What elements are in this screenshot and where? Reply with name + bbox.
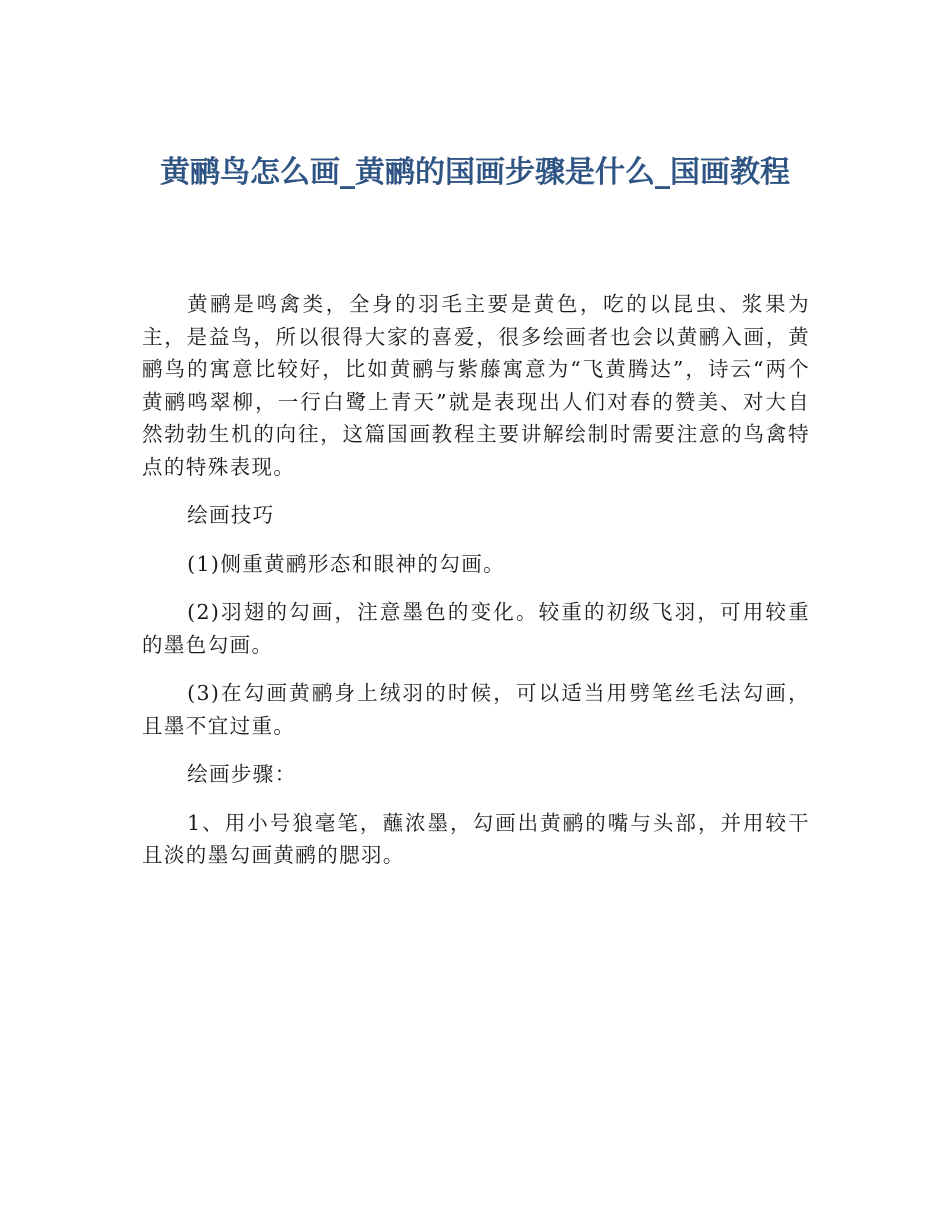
document-body — [142, 288, 810, 888]
step-item-1: 1、用小号狼毫笔，蘸浓墨，勾画出黄鹂的嘴与头部，并用较干且淡的墨勾画黄鹂的腮羽。 — [142, 810, 810, 867]
technique-item-2: (2)羽翅的勾画，注意墨色的变化。较重的初级飞羽，可用较重的墨色勾画。 — [142, 600, 810, 657]
technique-item-3: (3)在勾画黄鹂身上绒羽的时候，可以适当用劈笔丝毛法勾画，且墨不宜过重。 — [142, 681, 810, 738]
section-heading-steps: 绘画步骤： — [187, 762, 297, 786]
intro-paragraph: 黄鹂是鸣禽类，全身的羽毛主要是黄色，吃的以昆虫、浆果为主，是益鸟，所以很得大家的喜爱，很多绘画者也会以黄鹂入画，黄鹂鸟的寓意比较好，比如黄鹂与紫藤寓意为“飞黄腾达”，诗云“两个黄鹂鸣翠柳，一行白鹭上青天”就是表现出人们对春的赞美、对大自然勃勃生机的向往，这篇国画教程主要讲解绘制时需要注意的鸟禽特点的特殊表现。 — [142, 292, 810, 479]
technique-item-1: (1)侧重黄鹂形态和眼神的勾画。 — [187, 551, 506, 576]
section-heading-techniques: 绘画技巧 — [187, 503, 275, 527]
document-title: 黄鹂鸟怎么画_黄鹂的国画步骤是什么_国画教程 — [160, 155, 790, 190]
